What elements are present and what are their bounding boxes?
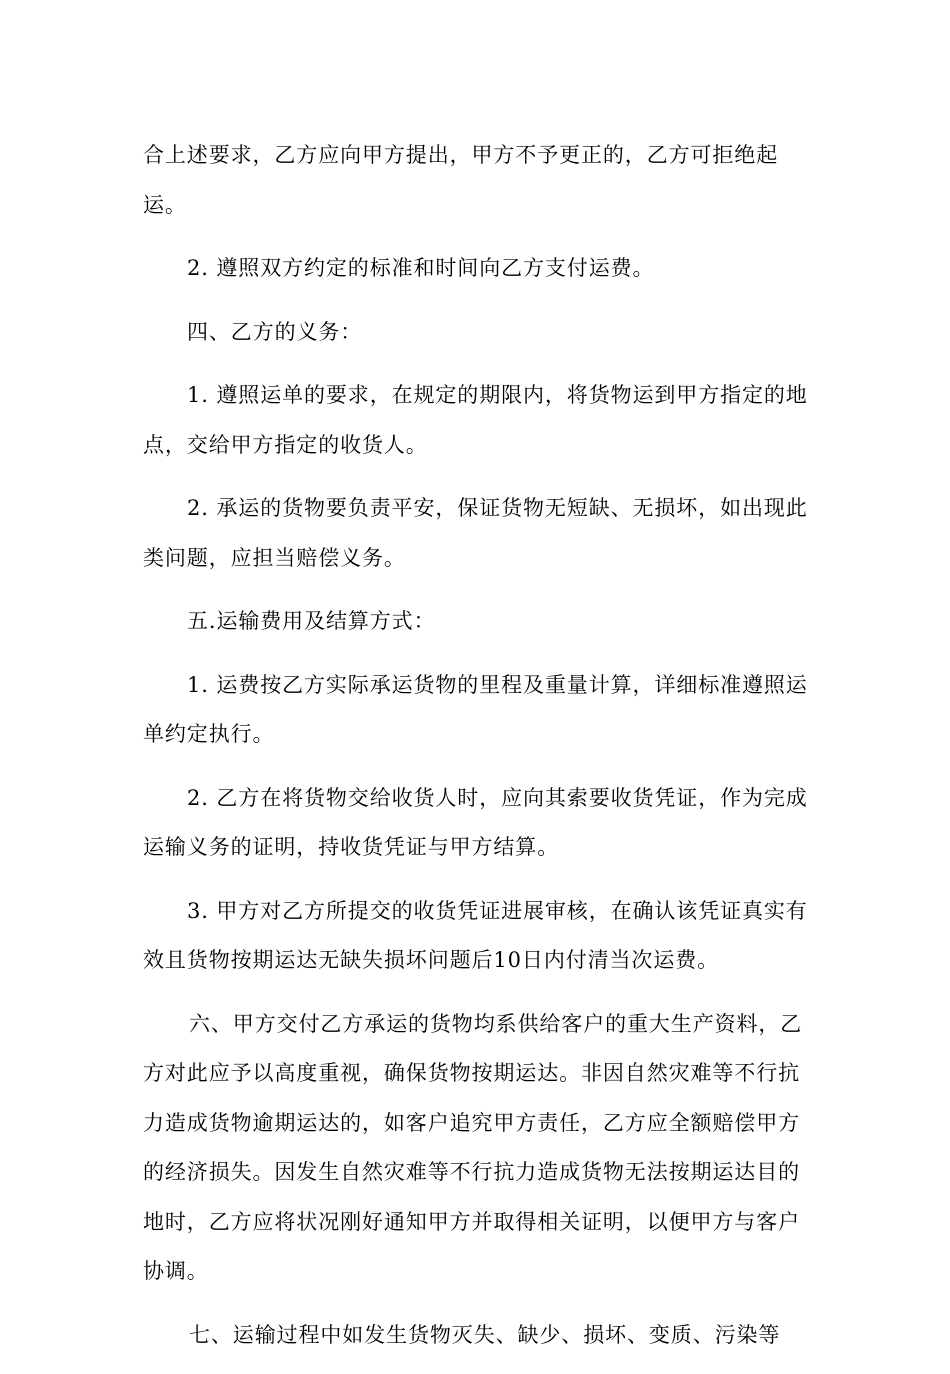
paragraph-delivery-duty: 1. 遵照运单的要求，在规定的期限内，将货物运到甲方指定的地点，交给甲方指定的收货人。 [143,383,808,457]
section-six-timely-delivery: 六、甲方交付乙方承运的货物均系供给客户的重大生产资料，乙方对此应予以高度重视，确保货物按期运达。非因自然灾难等不行抗力造成货物逾期运达的，如客户追究甲方责任，乙方应全额赔偿甲方的经济损失。因发生自然灾难等不行抗力造成货物无法按期运达目的地时，乙方应将状况刚好通知甲方并取得相关证明，以便甲方与客户协调。 [143,1011,803,1283]
paragraph-receipt-voucher: 2. 乙方在将货物交给收货人时，应向其索要收货凭证，作为完成运输义务的证明，持收货凭证与甲方结算。 [143,785,808,859]
section-heading-fees-settlement: 五.运输费用及结算方式： [187,609,436,633]
section-seven-loss-damage: 七、运输过程中如发生货物灭失、缺少、损坏、变质、污染等 [189,1322,781,1347]
paragraph-voucher-review: 3. 甲方对乙方所提交的收货凭证进展审核，在确认该凭证真实有效且货物按期运达无缺失损坏问题后10日内付清当次运费。 [143,898,808,972]
paragraph-continuation: 合上述要求，乙方应向甲方提出，甲方不予更正的，乙方可拒绝起运。 [143,143,779,217]
paragraph-safety-duty: 2. 承运的货物要负责平安，保证货物无短缺、无损坏，如出现此类问题，应担当赔偿义务。 [143,496,808,570]
paragraph-payment-duty: 2. 遵照双方约定的标准和时间向乙方支付运费。 [187,256,655,280]
section-heading-party-b-obligations: 四、乙方的义务： [187,319,363,344]
document-body [143,131,808,1374]
paragraph-fee-calculation: 1. 运费按乙方实际承运货物的里程及重量计算，详细标准遵照运单约定执行。 [143,672,808,746]
